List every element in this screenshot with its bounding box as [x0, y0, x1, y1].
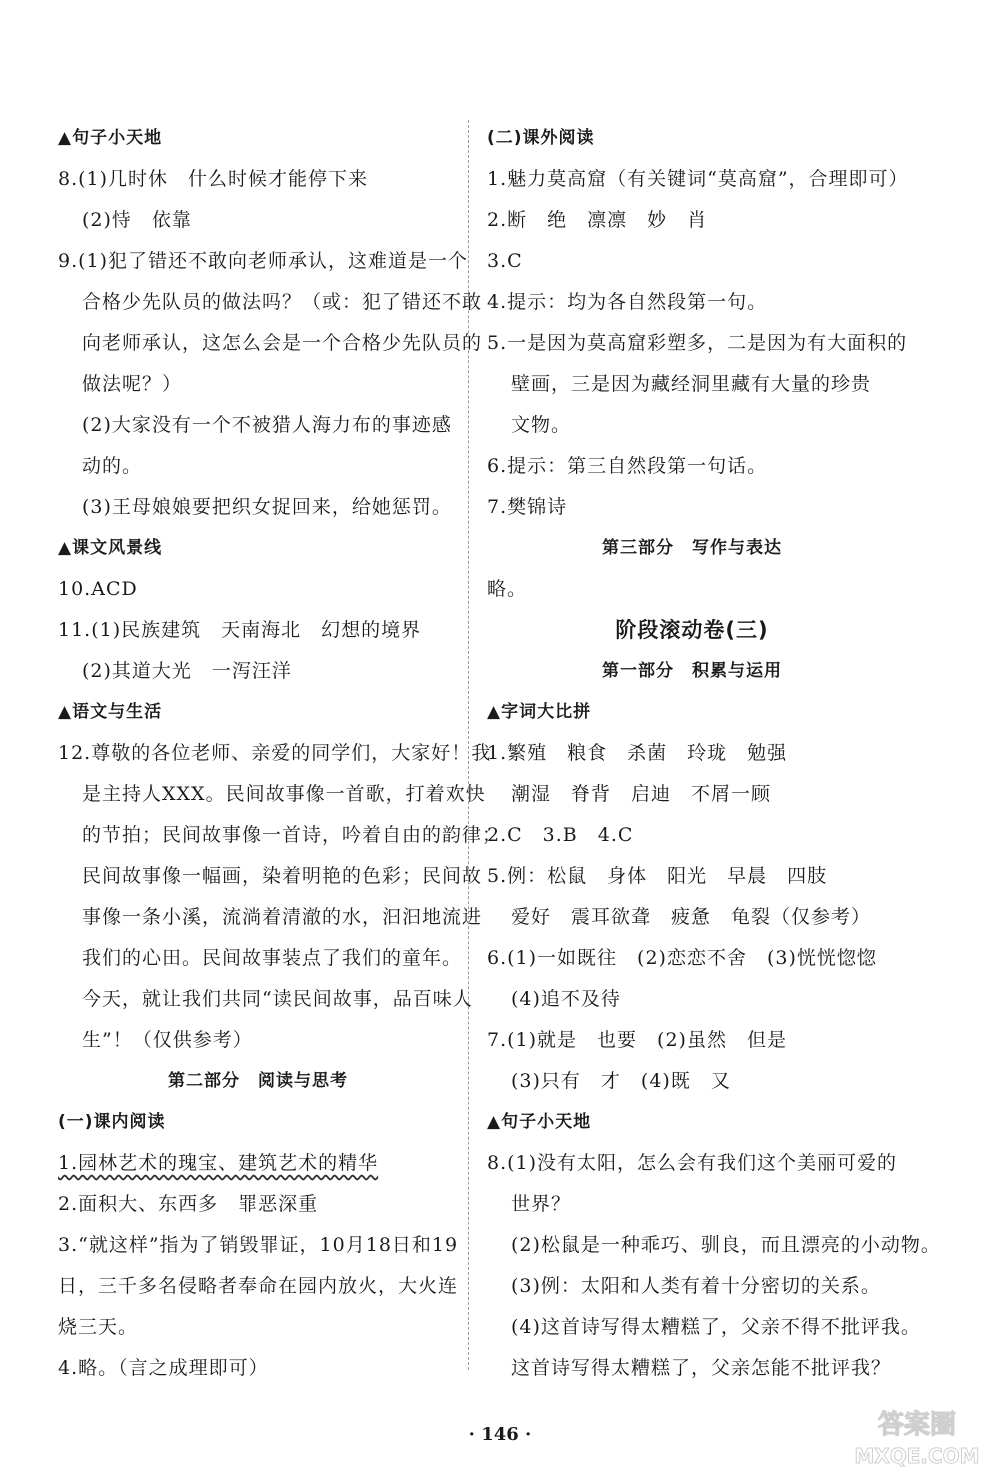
line-text: 6.(1)一如既往 (2)恋恋不舍 (3)恍恍惚惚	[487, 947, 877, 969]
text-line	[58, 979, 473, 1020]
text-line	[487, 1307, 921, 1348]
text-line	[58, 815, 503, 856]
text-line	[58, 897, 483, 938]
line-text: 7.(1)就是 也要 (2)虽然 但是	[487, 1029, 787, 1051]
text-line	[58, 856, 483, 897]
line-text: 1.繁殖 粮食 杀菌 玲珑 勉强	[487, 742, 788, 764]
line-text: 世界？	[511, 1193, 572, 1215]
text-line	[58, 610, 458, 651]
line-text: 6.提示：第三自然段第一句话。	[487, 455, 768, 477]
line-text: ▲句子小天地	[58, 128, 163, 148]
line-text: 做法呢？）	[82, 373, 183, 395]
line-text: 壁画，三是因为藏经洞里藏有大量的珍贵	[511, 373, 872, 395]
text-line	[487, 856, 897, 897]
line-text: (二)课外阅读	[487, 128, 595, 148]
text-line	[487, 364, 897, 405]
text-line	[58, 651, 458, 692]
text-line	[58, 364, 458, 405]
line-text: (2)其道大光 一泻汪洋	[82, 660, 292, 682]
text-line	[487, 1266, 897, 1307]
line-text: 向老师承认，这怎么会是一个合格少先队员的	[82, 332, 483, 354]
page-number: · 146 ·	[468, 1424, 532, 1445]
text-line	[58, 528, 458, 569]
line-text: 11.(1)民族建筑 天南海北 幻想的境界	[58, 619, 422, 641]
line-text: 今天，就让我们共同“读民间故事，品百味人	[82, 988, 473, 1010]
text-line	[487, 774, 897, 815]
line-text: 我们的心田。民间故事装点了我们的童年。	[82, 947, 463, 969]
line-text: 9.(1)犯了错还不敢向老师承认，这难道是一个	[58, 250, 469, 272]
text-line	[58, 1102, 458, 1143]
text-line	[487, 159, 909, 200]
text-line	[487, 1061, 897, 1102]
line-text: 2.C 3.B 4.C	[487, 824, 634, 846]
text-line	[487, 1225, 941, 1266]
text-line	[58, 774, 486, 815]
text-line	[58, 118, 458, 159]
line-text: 潮湿 脊背 启迪 不屑一顾	[511, 783, 772, 805]
line-text: 12.尊敬的各位老师、亲爱的同学们，大家好！我	[58, 742, 492, 764]
text-line	[58, 1307, 458, 1348]
line-text: (3)例：太阳和人类有着十分密切的关系。	[511, 1275, 881, 1297]
line-text: 是主持人XXX。民间故事像一首歌，打着欢快	[82, 783, 486, 805]
text-line	[487, 323, 908, 364]
line-text: 1.魅力莫高窟（有关键词“莫高窟”，合理即可）	[487, 168, 909, 190]
line-text: 动的。	[82, 455, 143, 477]
text-line	[487, 200, 897, 241]
line-text: 1.园林艺术的瑰宝、建筑艺术的精华	[58, 1152, 379, 1174]
text-line	[487, 979, 897, 1020]
text-line	[487, 733, 897, 774]
text-line	[487, 610, 897, 651]
line-text: 第三部分 写作与表达	[602, 538, 782, 558]
line-text: 8.(1)没有太阳，怎么会有我们这个美丽可爱的	[487, 1152, 898, 1174]
text-line	[487, 446, 897, 487]
text-line	[487, 938, 897, 979]
line-text: 3.“就这样”指为了销毁罪证，10月18日和19	[58, 1234, 459, 1256]
line-text: 2.面积大、东西多 罪恶深重	[58, 1193, 319, 1215]
line-text: ▲字词大比拼	[487, 702, 592, 722]
text-line	[487, 1348, 897, 1389]
line-text: 4.略。（言之成理即可）	[58, 1357, 269, 1379]
text-line	[58, 692, 458, 733]
column-divider	[468, 120, 469, 1370]
line-text: 5.例：松鼠 身体 阳光 早晨 四肢	[487, 865, 828, 887]
text-line	[58, 1020, 458, 1061]
text-line	[487, 1102, 897, 1143]
line-text: (2)恃 依靠	[82, 209, 192, 231]
line-text: 这首诗写得太糟糕了，父亲怎能不批评我？	[511, 1357, 892, 1379]
line-text: 事像一条小溪，流淌着清澈的水，汩汩地流进	[82, 906, 483, 928]
line-text: 5.一是因为莫高窟彩塑多，二是因为有大面积的	[487, 332, 908, 354]
line-text: 文物。	[511, 414, 572, 436]
line-text: 日，三千多名侵略者奉命在园内放火，大火连	[58, 1275, 459, 1297]
text-line	[487, 1020, 897, 1061]
left-column	[58, 118, 503, 1389]
text-line	[487, 118, 897, 159]
line-text: 阶段滚动卷(三)	[615, 618, 769, 642]
line-text: 民间故事像一幅画，染着明艳的色彩；民间故	[82, 865, 483, 887]
text-line	[58, 1348, 458, 1389]
line-text: 7.樊锦诗	[487, 496, 568, 518]
right-column	[487, 118, 941, 1389]
line-text: (2)大家没有一个不被猎人海力布的事迹感	[82, 414, 452, 436]
line-text: (4)这首诗写得太糟糕了，父亲不得不批评我。	[511, 1316, 921, 1338]
text-line	[487, 1143, 897, 1184]
line-text: (3)王母娘娘要把织女捉回来，给她惩罚。	[82, 496, 452, 518]
line-text: 3.C	[487, 250, 523, 272]
svg-text:MXQE.COM: MXQE.COM	[854, 1444, 980, 1468]
line-text: (3)只有 才 (4)既 又	[511, 1070, 731, 1092]
text-line	[58, 241, 469, 282]
line-text: 第二部分 阅读与思考	[168, 1071, 348, 1091]
text-line	[58, 487, 458, 528]
text-line	[487, 528, 897, 569]
text-line	[58, 159, 458, 200]
text-line	[487, 569, 897, 610]
line-text: ▲课文风景线	[58, 538, 163, 558]
text-line	[58, 446, 458, 487]
text-line	[487, 692, 897, 733]
text-line	[487, 651, 897, 692]
line-text: 第一部分 积累与运用	[602, 661, 782, 681]
text-line	[58, 200, 458, 241]
line-text: ▲句子小天地	[487, 1112, 592, 1132]
line-text: 4.提示：均为各自然段第一句。	[487, 291, 768, 313]
text-line	[58, 323, 483, 364]
text-line	[58, 938, 463, 979]
line-text: 10.ACD	[58, 578, 138, 600]
svg-text:答案圈: 答案圈	[877, 1410, 957, 1440]
line-text: 8.(1)几时休 什么时候才能停下来	[58, 168, 369, 190]
text-line	[58, 282, 483, 323]
line-text: ▲语文与生活	[58, 702, 163, 722]
text-line	[487, 815, 897, 856]
text-line	[58, 405, 458, 446]
text-line	[487, 241, 897, 282]
text-line	[58, 1266, 458, 1307]
text-line	[58, 569, 458, 610]
text-line	[487, 897, 897, 938]
text-line	[58, 1061, 458, 1102]
text-line	[58, 733, 492, 774]
line-text: 2.断 绝 凛凛 妙 肖	[487, 209, 708, 231]
line-text: 略。	[487, 578, 528, 600]
line-text: (一)课内阅读	[58, 1112, 166, 1132]
line-text: (2)松鼠是一种乖巧、驯良，而且漂亮的小动物。	[511, 1234, 941, 1256]
text-line	[487, 282, 897, 323]
text-line	[58, 1184, 458, 1225]
text-line	[487, 405, 897, 446]
line-text: 烧三天。	[58, 1316, 139, 1338]
text-line	[487, 487, 897, 528]
line-text: 的节拍；民间故事像一首诗，吟着自由的韵律；	[82, 824, 503, 846]
line-text: (4)追不及待	[511, 988, 621, 1010]
text-line	[58, 1143, 458, 1184]
line-text: 爱好 震耳欲聋 疲惫 龟裂（仅参考）	[511, 906, 872, 928]
text-line	[487, 1184, 897, 1225]
watermark-logo	[852, 1403, 982, 1473]
line-text: 生”！（仅供参考）	[82, 1029, 253, 1051]
text-line	[58, 1225, 458, 1266]
line-text: 合格少先队员的做法吗？（或：犯了错还不敢	[82, 291, 483, 313]
